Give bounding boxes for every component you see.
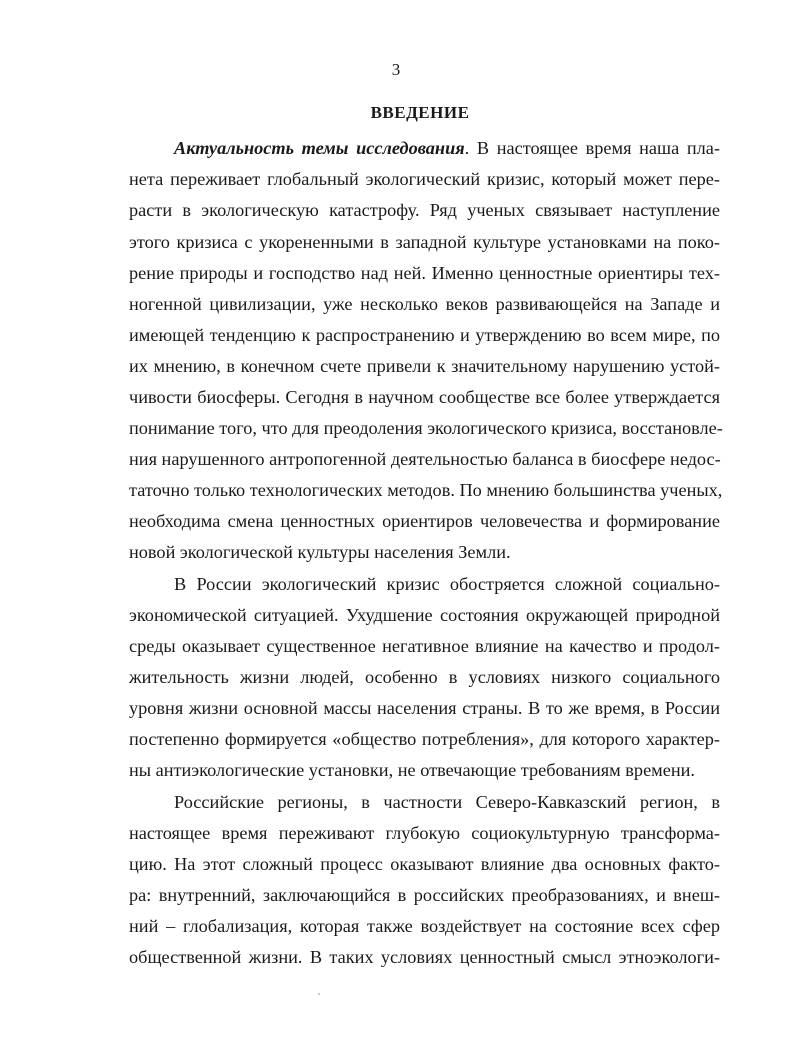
scan-speck (318, 993, 320, 995)
paragraph-1-line-3: расти в экологическую катастрофу. Ряд ученых связывает наступление (129, 200, 720, 220)
paragraph-3-line-6: общественной жизни. В таких условиях ценностный смысл этноэкологи- (129, 947, 720, 967)
paragraph-2-line-1: В России экологический кризис обостряется сложной социально- (174, 574, 720, 594)
paragraph-1-line-14: новой экологической культуры населения Земли. (129, 542, 511, 562)
paragraph-2-line-5: уровня жизни основной массы населения страны. В то же время, в России (129, 698, 720, 718)
paragraph-1-line-8: их мнению, в конечном счете привели к значительному нарушению устой- (129, 356, 720, 376)
paragraph-1-line-6: ногенной цивилизации, уже несколько веков развивающейся на Западе и (129, 294, 720, 314)
paragraph-3-line-4: ра: внутренний, заключающийся в российских преобразованиях, и внеш- (129, 885, 720, 905)
paragraph-3-line-3: цию. На этот сложный процесс оказывают влияние два основных факто- (129, 854, 720, 874)
paragraph-1-line-4: этого кризиса с укорененными в западной культуре установками на поко- (129, 232, 720, 252)
paragraph-3-line-5: ний – глобализация, которая также воздействует на состояние всех сфер (129, 916, 720, 936)
paragraph-1-line-2: нета переживает глобальный экологический кризис, который может пере- (129, 169, 720, 189)
line-text: . В настоящее время наша пла- (464, 138, 720, 158)
paragraph-1-line-13: необходима смена ценностных ориентиров человечества и формирование (129, 511, 720, 531)
section-heading: ВВЕДЕНИЕ (370, 103, 470, 122)
paragraph-1-line-11: ния нарушенного антропогенной деятельностью баланса в биосфере недос- (129, 449, 721, 469)
paragraph-2-line-6: постепенно формируется «общество потребления», для которого характер- (129, 729, 720, 749)
paragraph-1-line-12: таточно только технологических методов. По мнению большинства ученых, (129, 480, 723, 500)
paragraph-3-line-2: настоящее время переживают глубокую социокультурную трансформа- (129, 823, 720, 843)
paragraph-1-line-7: имеющей тенденцию к распространению и утверждению во всем мире, по (129, 325, 720, 345)
paragraph-1-line-9: чивости биосферы. Сегодня в научном сообществе все более утверждается (129, 387, 720, 407)
paragraph-2-line-2: экономической ситуацией. Ухудшение состояния окружающей природной (129, 605, 720, 625)
paragraph-3-line-1: Российские регионы, в частности Северо-Кавказский регион, в (174, 792, 720, 812)
topic-relevance-label: Актуальность темы исследования (174, 138, 465, 158)
page-number: 3 (391, 60, 401, 79)
paragraph-1-line-1 (174, 137, 720, 159)
paragraph-1-line-5: рение природы и господство над ней. Именно ценностные ориентиры тех- (129, 263, 720, 283)
paragraph-2-line-4: жительность жизни людей, особенно в условиях низкого социального (129, 667, 720, 687)
paragraph-2-line-7: ны антиэкологические установки, не отвечающие требованиям времени. (129, 760, 696, 780)
paragraph-2-line-3: среды оказывает существенное негативное влияние на качество и продол- (129, 636, 720, 656)
paragraph-1-line-10: понимание того, что для преодоления экологического кризиса, восстановле- (129, 418, 723, 438)
